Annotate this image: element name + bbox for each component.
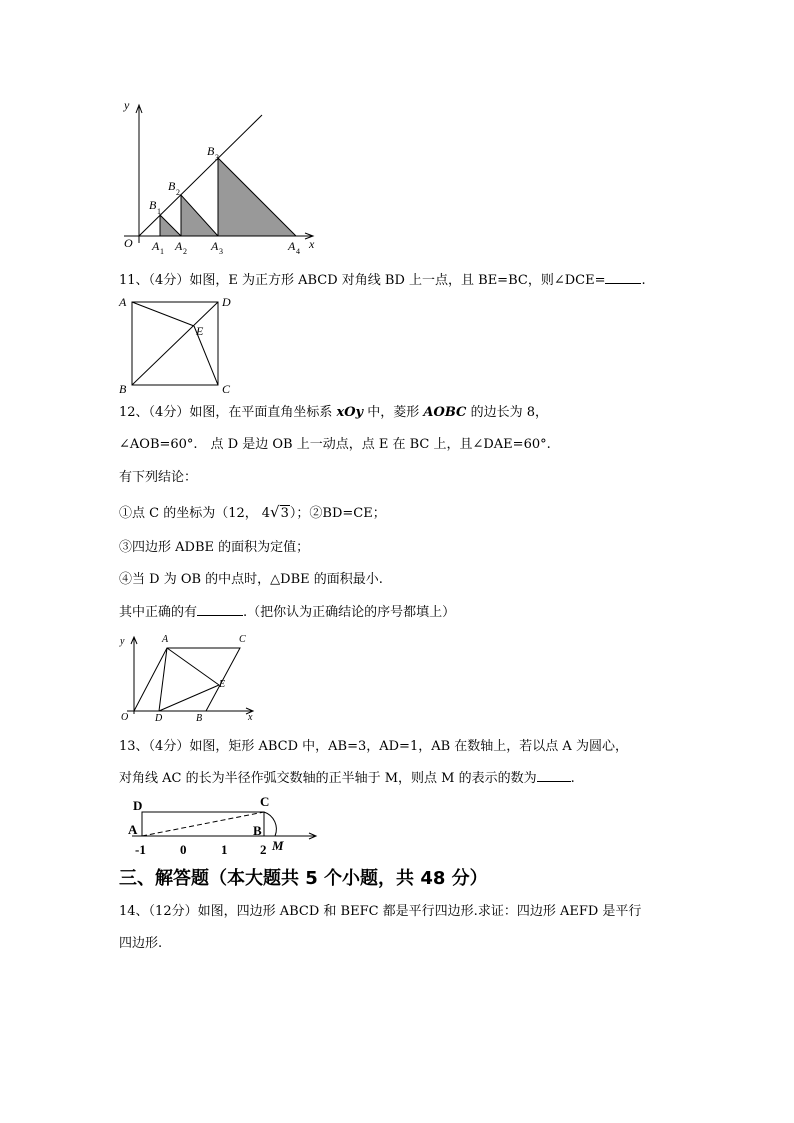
q11-tail: . — [641, 273, 646, 288]
q12-ask — [119, 603, 455, 622]
q11-answer-blank[interactable] — [605, 271, 641, 284]
label-e: E — [219, 679, 226, 690]
q12-c1-post: ）；②BD=CE； — [289, 506, 386, 521]
label-b3: B — [207, 144, 215, 158]
q13-line2-pre: 对角线 AC 的长为半径作弧交数轴的正半轴于 M，则点 M 的表示的数为 — [119, 771, 537, 786]
q12-line1-post: 的边长为 8， — [470, 405, 548, 420]
tick-minus-1: -1 — [135, 842, 146, 857]
tick-0: 0 — [180, 842, 187, 857]
label-o: O — [121, 712, 129, 723]
q11-figure — [116, 292, 241, 396]
q11-number: 11、（4分） — [119, 273, 190, 288]
q11-text: 如图，E 为正方形 ABCD 对角线 BD 上一点，且 BE=BC，则∠DCE= — [189, 273, 606, 288]
segment-ad — [159, 648, 167, 711]
section-3-heading: 三、解答题（本大题共 5 个小题，共 48 分） — [119, 868, 488, 889]
q12-c1-pre: ①点 C 的坐标为（12， — [119, 506, 258, 521]
segment-de — [159, 685, 219, 711]
q13-number: 13、（4分） — [119, 739, 190, 754]
q10-figure — [112, 95, 327, 260]
q12-line1-pre: 如图，在平面直角坐标系 — [189, 405, 333, 420]
q13-line1 — [119, 738, 628, 756]
q13-line1-text: 如图，矩形 ABCD 中，AB=3，AD=1，AB 在数轴上，若以点 A 为圆心， — [189, 739, 628, 754]
label-a2-sub: 2 — [183, 247, 187, 256]
q12-ask-pre: 其中正确的有 — [119, 605, 198, 620]
label-c: C — [239, 634, 246, 645]
q12-number: 12、（4分） — [119, 405, 190, 420]
q12-conclusion-1-2 — [119, 503, 386, 523]
q12-conclusion-4: ④当 D 为 OB 的中点时，△DBE 的面积最小. — [119, 572, 383, 587]
label-a1: A — [152, 239, 160, 253]
sqrt-sign: √ — [270, 503, 280, 521]
label-a: A — [162, 634, 169, 645]
q14-line1 — [119, 903, 641, 921]
q12-xoy: xOy — [336, 405, 364, 420]
label-a3-sub: 3 — [219, 247, 223, 256]
label-m: M — [272, 838, 284, 853]
label-a3: A — [211, 239, 219, 253]
label-b: B — [196, 713, 203, 724]
label-c: C — [222, 382, 231, 396]
q12-line1 — [119, 404, 548, 422]
label-a1-sub: 1 — [160, 247, 164, 256]
label-a2: A — [175, 239, 183, 253]
label-o: O — [124, 236, 133, 250]
arc-cm — [264, 812, 276, 836]
label-b2: B — [168, 179, 176, 193]
q12-line1-mid: 中，菱形 — [367, 405, 420, 420]
label-a4-sub: 4 — [296, 247, 300, 256]
tick-2: 2 — [260, 842, 267, 857]
q13-line2-post: . — [570, 771, 575, 786]
label-c: C — [260, 794, 270, 809]
diagonal-bd — [132, 302, 218, 385]
q12-conclusion-3: ③四边形 ADBE 的面积为定值； — [119, 540, 310, 555]
label-x: x — [248, 712, 253, 723]
label-b2-sub: 2 — [176, 188, 180, 197]
q14-number: 14、（12分） — [119, 904, 198, 919]
q11-question — [119, 271, 646, 290]
label-b: B — [119, 382, 127, 396]
segment-ae — [132, 302, 194, 326]
tick-1: 1 — [221, 842, 228, 857]
label-b1-sub: 1 — [157, 207, 161, 216]
q12-aobc: AOBC — [423, 405, 467, 420]
label-x: x — [309, 237, 315, 251]
q12-ask-post: .（把你认为正确结论的序号都填上） — [243, 605, 456, 620]
diagonal-ac — [142, 812, 264, 836]
label-e: E — [196, 324, 204, 338]
q12-answer-blank[interactable] — [197, 603, 243, 616]
label-b1: B — [149, 198, 157, 212]
q13-answer-blank[interactable] — [537, 769, 571, 782]
q13-line2 — [119, 769, 575, 788]
q12-c1-coef: 4 — [261, 506, 271, 521]
label-d: D — [133, 798, 143, 813]
label-a: A — [119, 295, 127, 309]
triangle-2 — [181, 195, 218, 236]
label-d: D — [222, 295, 231, 309]
q13-figure — [120, 790, 325, 860]
q14-line2: 四边形. — [119, 936, 163, 951]
label-a: A — [128, 822, 138, 837]
q12-c1-radicand: 3 — [280, 506, 289, 521]
label-y: y — [120, 636, 125, 647]
segment-ae — [167, 648, 219, 685]
label-y: y — [124, 98, 130, 112]
triangle-3 — [218, 158, 296, 236]
label-d: D — [155, 713, 163, 724]
triangle-1 — [160, 215, 181, 236]
q12-line3: 有下列结论： — [119, 470, 198, 485]
label-b: B — [253, 823, 262, 838]
label-a4: A — [288, 239, 296, 253]
q12-line2: ∠AOB=60°. 点 D 是边 OB 上一动点，点 E 在 BC 上，且∠DAE=60°. — [119, 437, 551, 452]
label-b3-sub: 3 — [215, 153, 219, 162]
q12-figure — [115, 630, 260, 725]
q14-line1-text: 如图，四边形 ABCD 和 BEFC 都是平行四边形.求证：四边形 AEFD 是平行 — [197, 904, 642, 919]
